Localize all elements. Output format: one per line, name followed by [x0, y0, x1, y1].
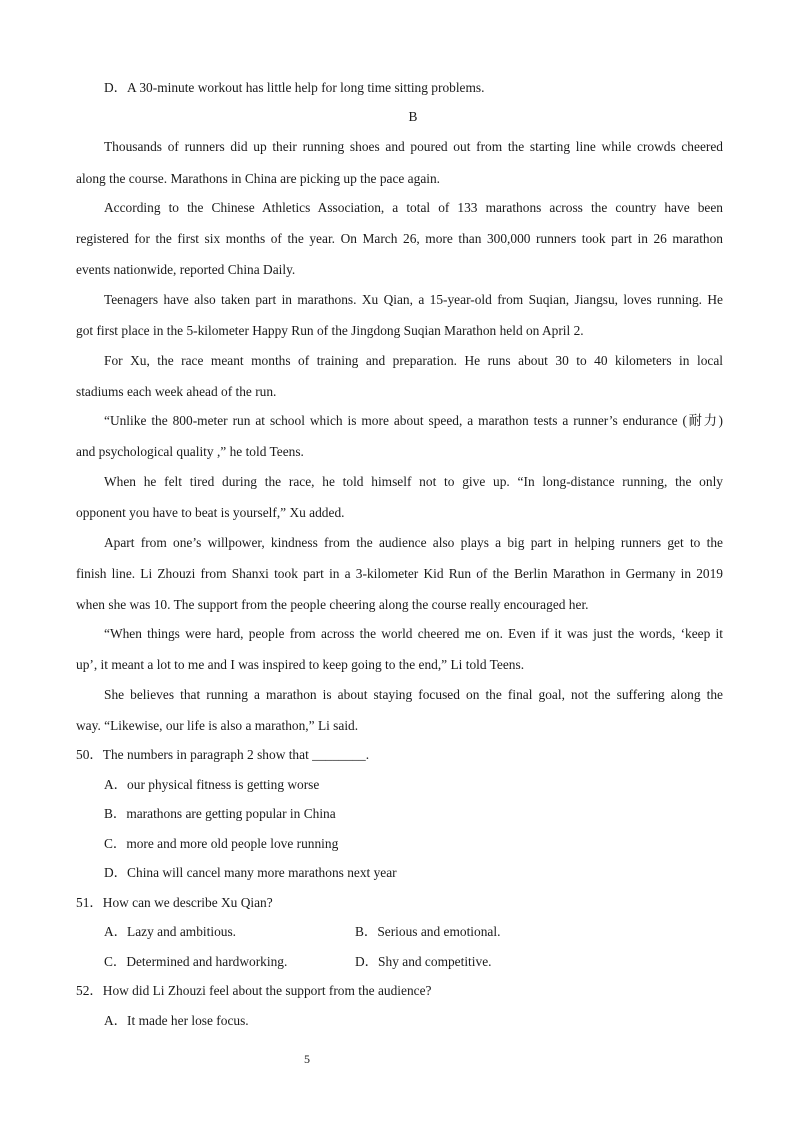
passage-line: when she was 10. The support from the people cheering along the course really encouraged her. [76, 597, 589, 612]
passage-line: way. “Likewise, our life is also a marathon,” Li said. [76, 718, 359, 733]
question-50-stem: 50．The numbers in paragraph 2 show that ________. [76, 747, 370, 762]
passage-line: got first place in the 5-kilometer Happy Run of the Jingdong Suqian Marathon held on April 2. [76, 323, 584, 338]
question-51-option-c: C．Determined and hardworking. [104, 954, 288, 969]
passage-line: finish line. Li Zhouzi from Shanxi took part in a 3-kilometer Kid Run of the Berlin Marathon in Germany in 2019 [76, 566, 723, 581]
question-50-option-c: C．more and more old people love running [104, 836, 339, 851]
question-50-option-a: A．our physical fitness is getting worse [104, 777, 320, 792]
section-heading: B [408, 109, 418, 124]
passage-line: “When things were hard, people from across the world cheered me on. Even if it was just the words, ‘keep it [104, 626, 723, 641]
question-51-stem: 51．How can we describe Xu Qian? [76, 895, 273, 910]
question-51-option-d: D．Shy and competitive. [355, 954, 492, 969]
passage-line: registered for the first six months of the year. On March 26, more than 300,000 runners took part in 26 marathon [76, 231, 723, 246]
previous-question-option-d: D．A 30-minute workout has little help for long time sitting problems. [104, 80, 485, 95]
question-51-option-a: A．Lazy and ambitious. [104, 924, 237, 939]
question-51-option-b: B．Serious and emotional. [355, 924, 501, 939]
passage-line: Thousands of runners did up their running shoes and poured out from the starting line while crowds cheered [104, 139, 723, 154]
question-52-option-a: A．It made her lose focus. [104, 1013, 249, 1028]
passage-line: When he felt tired during the race, he told himself not to give up. “In long-distance running, the only [104, 474, 723, 489]
passage-line: For Xu, the race meant months of training and preparation. He runs about 30 to 40 kilometers in local [104, 353, 723, 368]
passage-line: Teenagers have also taken part in marathons. Xu Qian, a 15-year-old from Suqian, Jiangsu, loves running. He [104, 292, 723, 307]
passage-line: up’, it meant a lot to me and I was inspired to keep going to the end,” Li told Teens. [76, 657, 525, 672]
passage-line: According to the Chinese Athletics Association, a total of 133 marathons across the country have been [104, 200, 723, 215]
passage-line: events nationwide, reported China Daily. [76, 262, 296, 277]
passage-line: stadiums each week ahead of the run. [76, 384, 277, 399]
passage-line: opponent you have to beat is yourself,” Xu added. [76, 505, 345, 520]
passage-line: along the course. Marathons in China are picking up the pace again. [76, 171, 441, 186]
question-50-option-d: D．China will cancel many more marathons next year [104, 865, 397, 880]
page-number: 5 [304, 1052, 310, 1066]
question-50-option-b: B．marathons are getting popular in China [104, 806, 336, 821]
question-52-stem: 52．How did Li Zhouzi feel about the support from the audience? [76, 983, 432, 998]
passage-line: “Unlike the 800-meter run at school which is more about speed, a marathon tests a runner’s endurance (耐力) [104, 413, 723, 428]
passage-line: and psychological quality ,” he told Teens. [76, 444, 304, 459]
passage-line: Apart from one’s willpower, kindness from the audience also plays a big part in helping runners get to the [104, 535, 723, 550]
passage-line: She believes that running a marathon is about staying focused on the final goal, not the suffering along the [104, 687, 723, 702]
